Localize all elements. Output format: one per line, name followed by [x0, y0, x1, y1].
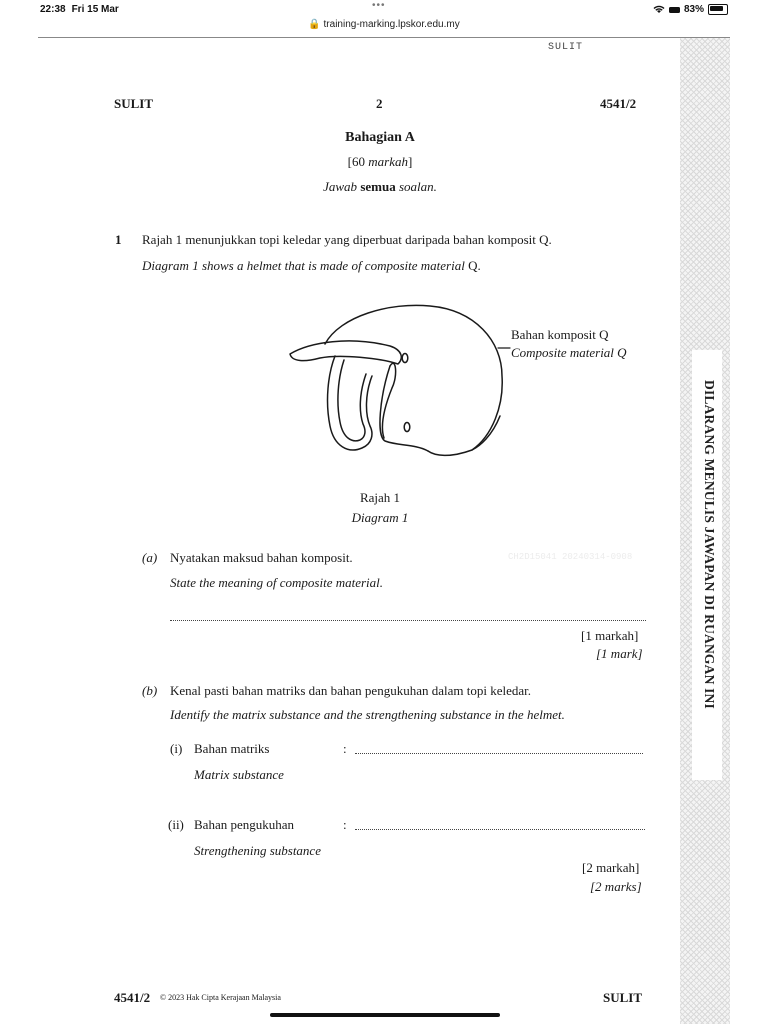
part-b-i-en: Matrix substance: [194, 767, 284, 782]
battery-percent: 83%: [683, 4, 704, 15]
question-number: 1: [115, 232, 122, 247]
part-a-ms: Nyatakan maksud bahan komposit.: [170, 550, 353, 565]
part-b-ms: Kenal pasti bahan matriks dan bahan pengukuhan dalam topi keledar.: [170, 683, 531, 698]
part-b-marks-ms: [2 markah]: [582, 860, 640, 875]
chin-strap-inner: [338, 360, 366, 441]
instr-bold: semua: [360, 179, 396, 194]
face-opening: [382, 363, 395, 438]
helmet-visor: [290, 341, 401, 364]
status-bar: [0, 0, 768, 38]
diagram-caption-ms: Rajah 1: [359, 490, 401, 505]
part-b-ii-en: Strengthening substance: [194, 843, 321, 858]
header-right: 4541/2: [600, 96, 637, 111]
part-b-ii-colon: :: [343, 817, 347, 832]
rivet-1: [402, 354, 408, 363]
question-en-part1: Diagram 1 shows a helmet that is made of composite material: [142, 258, 469, 273]
helmet-label-ms: Bahan komposit Q: [511, 327, 609, 342]
part-b-i-number: (i): [170, 741, 183, 756]
question-text-ms: Rajah 1 menunjukkan topi keledar yang diperbuat daripada bahan komposit Q.: [142, 232, 552, 247]
date: Fri 15 Mar: [71, 4, 119, 15]
part-a-en: State the meaning of composite material.: [170, 575, 384, 590]
answer-line-b-ii[interactable]: [355, 829, 645, 830]
header-left: SULIT: [114, 96, 154, 111]
instr-part1: Jawab: [323, 179, 361, 194]
answer-line-b-i[interactable]: [355, 753, 643, 754]
part-a-marks-en: [1 mark]: [596, 646, 643, 661]
instr-part2: soalan.: [395, 179, 437, 194]
headset-icon: [669, 6, 680, 14]
part-b-ii-ms: Bahan pengukuhan: [194, 817, 295, 832]
helmet-shell: [325, 305, 502, 455]
wifi-icon: [653, 5, 665, 14]
marks-word: markah: [368, 154, 408, 169]
answer-line-a[interactable]: [170, 620, 646, 621]
part-a-marks-ms: [1 markah]: [581, 628, 639, 643]
side-warning-text: DILARANG MENULIS JAWAPAN DI RUANGAN INI: [702, 380, 717, 709]
rivet-2: [404, 423, 410, 432]
part-b-en: Identify the matrix substance and the strengthening substance in the helmet.: [170, 707, 565, 722]
chin-strap-outer: [328, 356, 372, 450]
top-stamp: SULIT: [548, 42, 584, 53]
footer-copyright: © 2023 Hak Cipta Kerajaan Malaysia: [160, 993, 281, 1002]
marks-open: [60: [347, 154, 369, 169]
tab-dots-icon[interactable]: •••: [372, 0, 386, 11]
lock-icon: 🔒: [308, 19, 321, 30]
status-icons: [653, 4, 728, 15]
part-b-ii-number: (ii): [168, 817, 184, 832]
helmet-label-en: Composite material Q: [511, 345, 627, 360]
status-time: [40, 4, 119, 15]
home-indicator[interactable]: [270, 1013, 500, 1017]
part-b-i-colon: :: [343, 741, 347, 756]
part-a-label: (a): [142, 550, 158, 565]
helmet-diagram: [280, 296, 520, 466]
section-marks: [40, 154, 720, 170]
diagram-caption-en: Diagram 1: [351, 510, 409, 525]
question-text-en: [142, 258, 481, 274]
footer-right: SULIT: [603, 990, 643, 1005]
question-en-q: Q.: [468, 258, 481, 273]
part-b-i-ms: Bahan matriks: [194, 741, 270, 756]
part-b-label: (b): [142, 683, 158, 698]
clock: 22:38: [40, 4, 66, 15]
section-title: Bahagian A: [345, 130, 415, 145]
instruction: [40, 179, 720, 195]
helmet-back-edge: [472, 416, 500, 450]
battery-icon: [708, 4, 728, 15]
watermark: CH2D15041 20240314-0908: [508, 552, 633, 562]
marks-close: ]: [407, 154, 413, 169]
url-text: training-marking.lpskor.edu.my: [323, 19, 460, 30]
part-b-marks-en: [2 marks]: [590, 879, 642, 894]
address-bar[interactable]: [0, 19, 768, 30]
page-number: 2: [376, 96, 383, 111]
footer-code: 4541/2: [114, 990, 151, 1005]
helmet-rim: [380, 366, 428, 451]
